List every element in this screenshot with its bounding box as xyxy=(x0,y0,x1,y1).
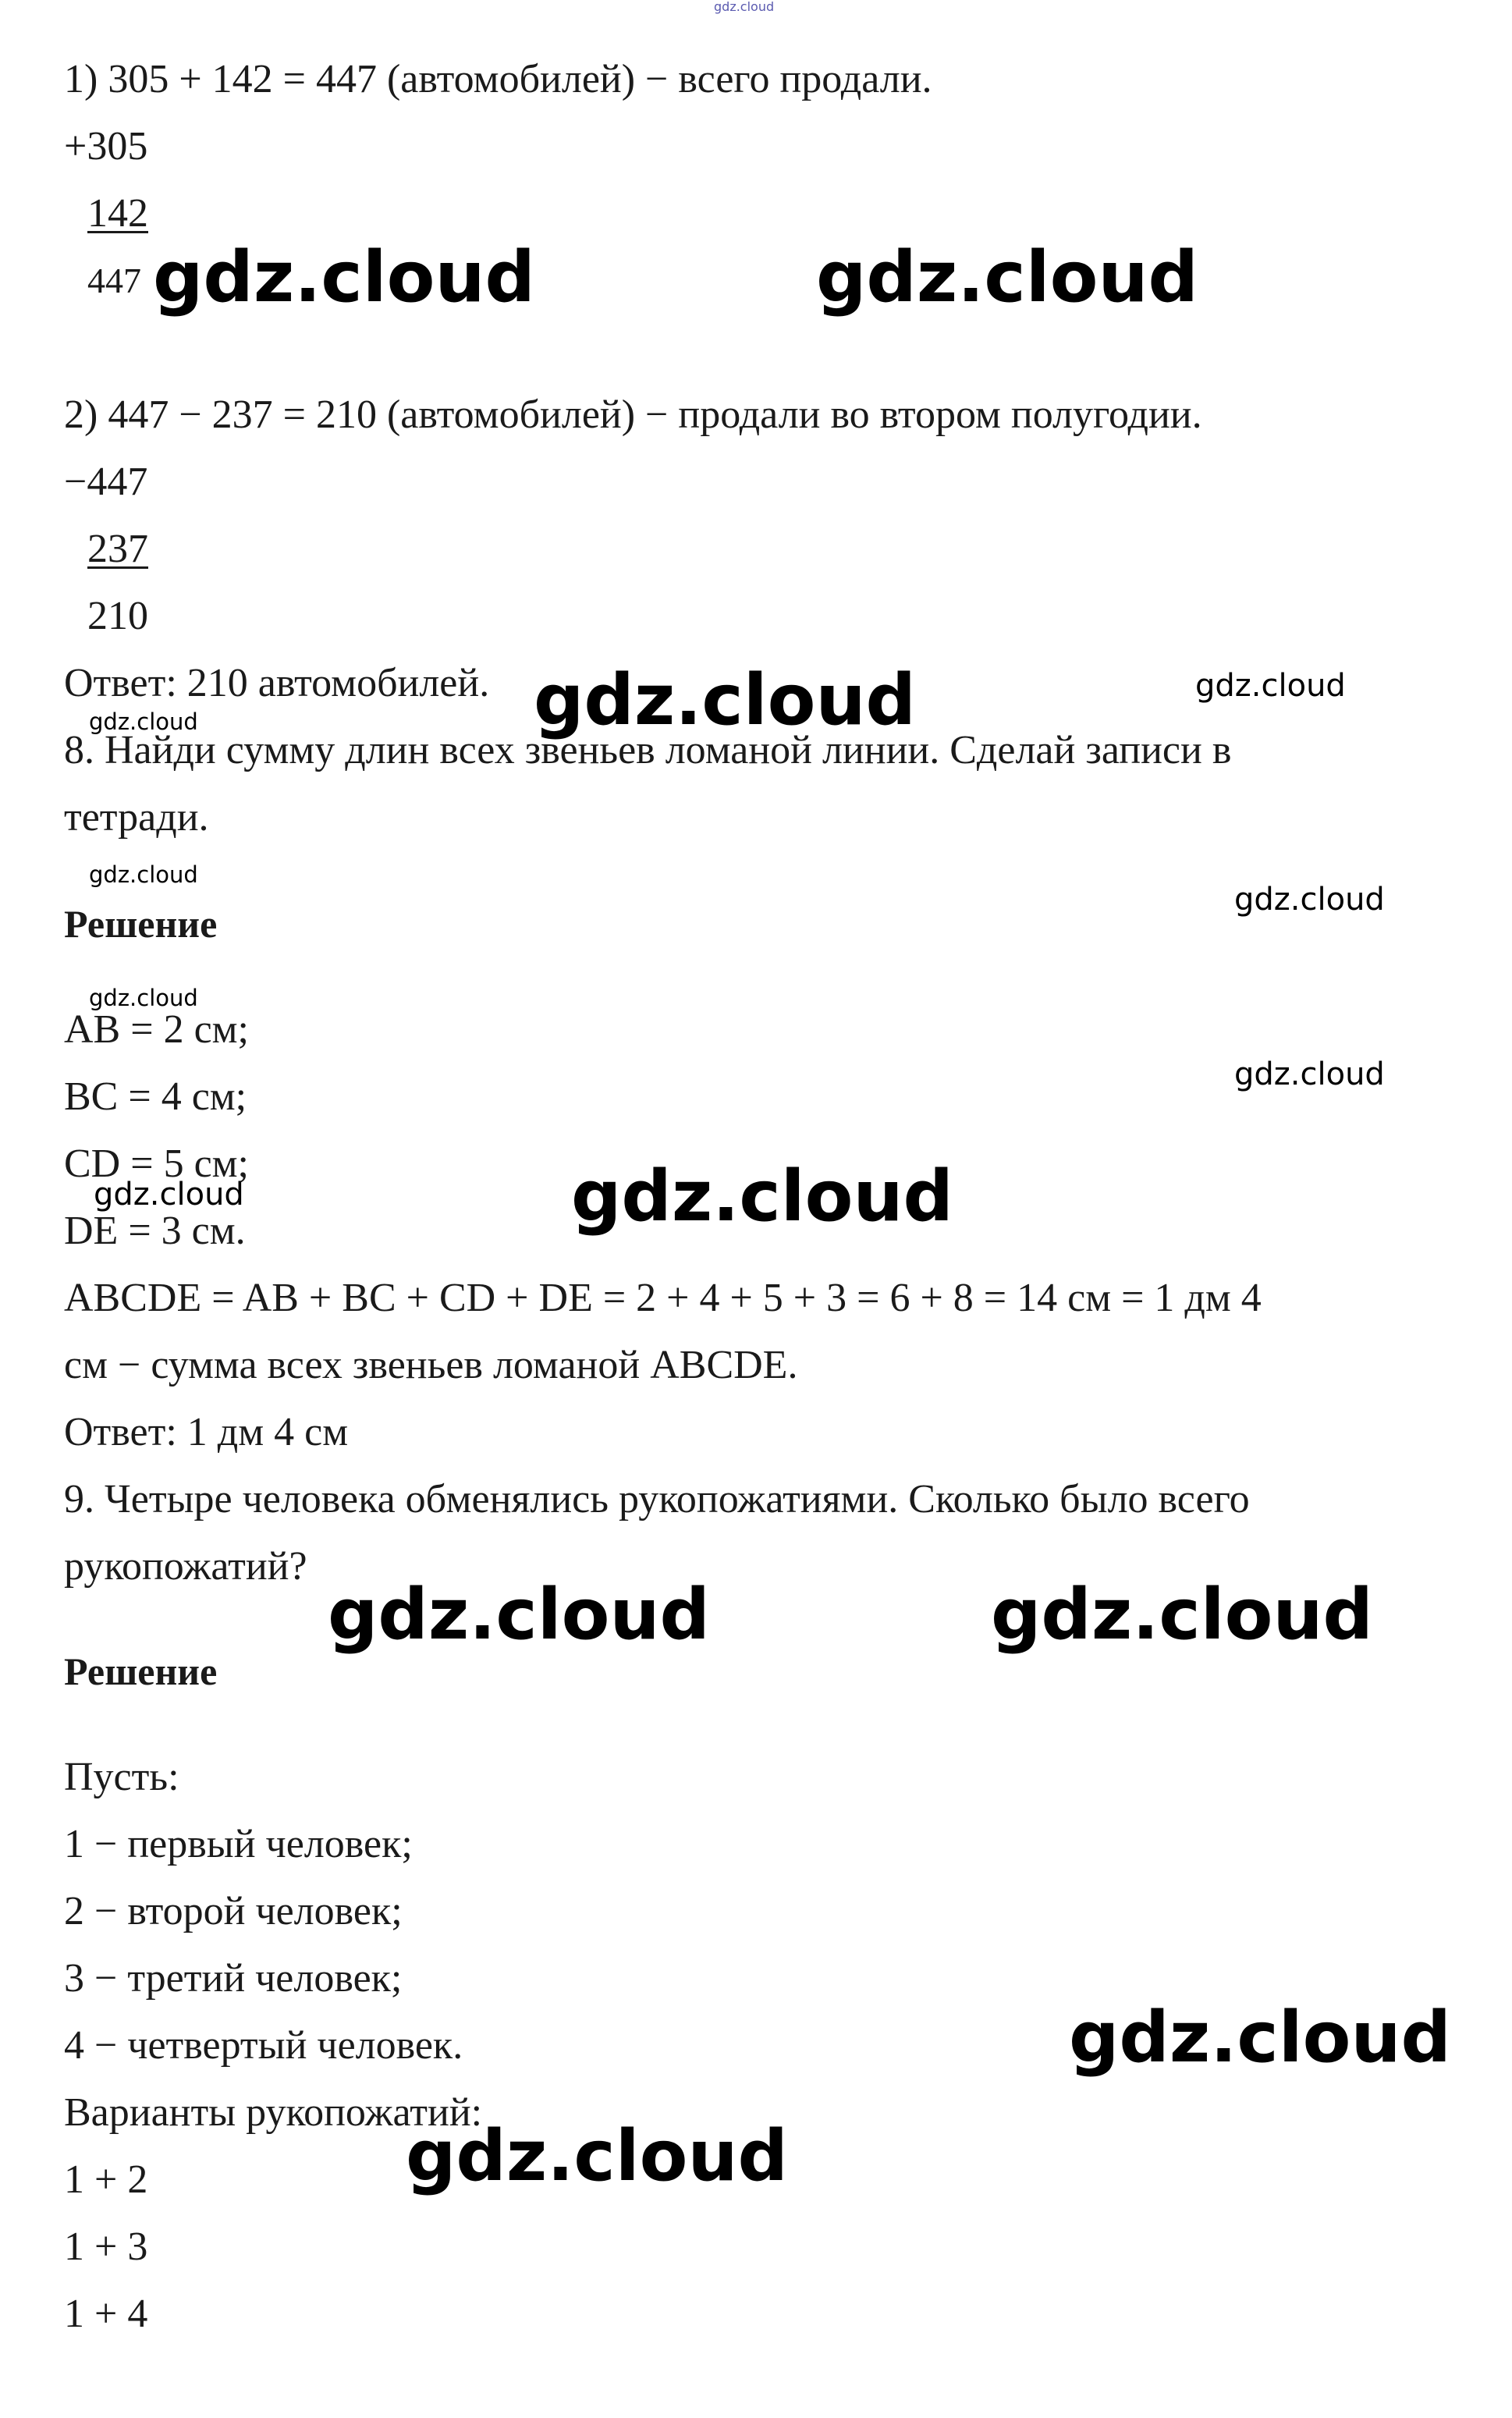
task8-segment-cd: CD = 5 см; xyxy=(64,1142,249,1186)
task8-segment-de: DE = 3 см. xyxy=(64,1209,246,1253)
task9-person-3: 3 − третий человек; xyxy=(64,1956,403,2001)
task7-step2-column-result: 210 xyxy=(87,594,148,638)
task7-step1-column-top: +305 xyxy=(64,124,148,169)
watermark-8: gdz.cloud xyxy=(89,985,198,1011)
task7-step2-column-top: −447 xyxy=(64,460,148,504)
task8-segment-bc: BC = 4 см; xyxy=(64,1074,247,1119)
task9-person-1: 1 − первый человек; xyxy=(64,1822,413,1866)
watermark-3: gdz.cloud xyxy=(534,659,916,741)
task8-solution-heading: Решение xyxy=(64,902,218,946)
task7-step1-column-mid: 142 xyxy=(87,191,148,236)
task8-sum-line2: см − сумма всех звеньев ломаной ABCDE. xyxy=(64,1343,798,1387)
watermark-9: gdz.cloud xyxy=(1234,1056,1385,1092)
task9-let: Пусть: xyxy=(64,1755,179,1799)
task8-answer: Ответ: 1 дм 4 см xyxy=(64,1410,349,1454)
watermark-2: gdz.cloud xyxy=(816,236,1198,318)
watermark-11: gdz.cloud xyxy=(571,1156,953,1237)
task7-step1: 1) 305 + 142 = 447 (автомобилей) − всего продали. xyxy=(64,57,932,101)
task7-step2-column-mid: 237 xyxy=(87,527,148,571)
task7-step2: 2) 447 − 237 = 210 (автомобилей) − продали во втором полугодии. xyxy=(64,392,1202,437)
watermark-13: gdz.cloud xyxy=(991,1574,1373,1656)
task8-question-line2: тетради. xyxy=(64,795,209,840)
watermark-14: gdz.cloud xyxy=(1069,1997,1451,2079)
watermark-7: gdz.cloud xyxy=(1234,882,1385,918)
task9-solution-heading: Решение xyxy=(64,1649,218,1693)
task8-segment-ab: AB = 2 см; xyxy=(64,1007,249,1052)
task9-question-line1: 9. Четыре человека обменялись рукопожатиями. Сколько было всего xyxy=(64,1477,1250,1521)
task9-variant-2: 1 + 3 xyxy=(64,2224,148,2269)
task9-question-line2: рукопожатий? xyxy=(64,1544,307,1589)
task9-variant-1: 1 + 2 xyxy=(64,2157,148,2202)
watermark-12: gdz.cloud xyxy=(328,1574,710,1656)
task9-variant-3: 1 + 4 xyxy=(64,2292,148,2336)
task8-question-line1: 8. Найди сумму длин всех звеньев ломаной линии. Сделай записи в xyxy=(64,728,1232,772)
watermark-4: gdz.cloud xyxy=(1195,668,1346,704)
task7-answer: Ответ: 210 автомобилей. xyxy=(64,661,490,705)
task9-person-4: 4 − четвертый человек. xyxy=(64,2023,463,2068)
watermark-1: gdz.cloud xyxy=(153,236,535,318)
watermark-10: gdz.cloud xyxy=(94,1177,244,1213)
watermark-5: gdz.cloud xyxy=(89,708,198,735)
watermark-top: gdz.cloud xyxy=(714,0,775,14)
watermark-15: gdz.cloud xyxy=(406,2115,788,2197)
task9-variants-label: Варианты рукопожатий: xyxy=(64,2090,483,2135)
task7-step1-column-result: 447 xyxy=(87,261,141,300)
task9-person-2: 2 − второй человек; xyxy=(64,1889,403,1933)
task8-sum-line1: ABCDE = AB + BC + CD + DE = 2 + 4 + 5 + 3 = 6 + 8 = 14 см = 1 дм 4 xyxy=(64,1276,1262,1320)
watermark-6: gdz.cloud xyxy=(89,861,198,888)
